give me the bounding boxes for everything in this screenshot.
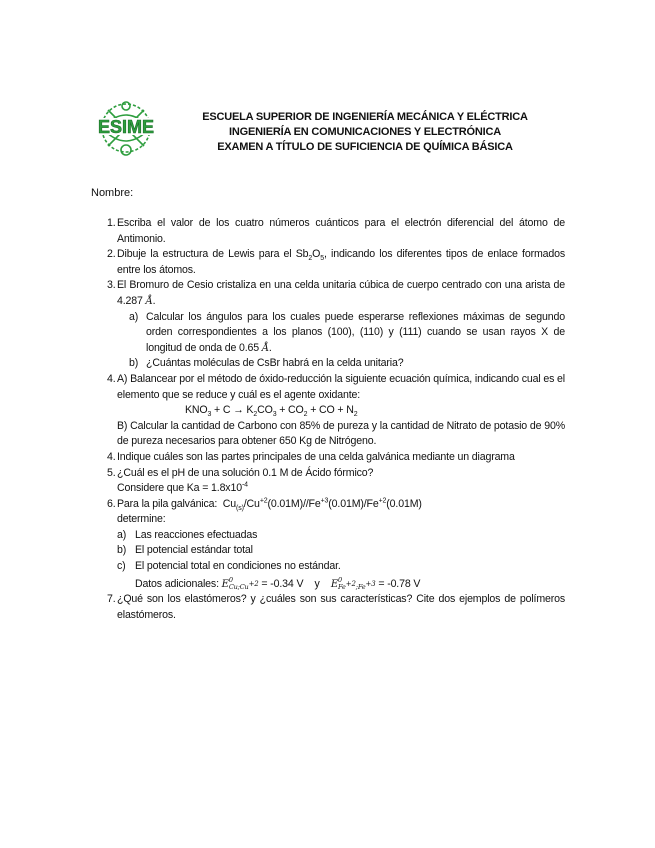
question-6 bbox=[91, 466, 565, 497]
additional-data: Datos adicionales: E 0 $Cu;Cu^{+2}$ = -0.34 V y E 0 $Fe^{+2};Fe^{+3}$ = -0.78 V bbox=[135, 575, 421, 591]
school-name: ESCUELA SUPERIOR DE INGENIERÍA MECÁNICA Y ELÉCTRICA bbox=[202, 111, 528, 123]
exam-title: EXAMEN A TÍTULO DE SUFICIENCIA DE QUÍMICA BÁSICA bbox=[217, 141, 513, 153]
question-7 bbox=[91, 497, 565, 593]
ka-note: Considere que $Ka = 1.8x10^{-4}$ bbox=[117, 481, 248, 495]
svg-text:ESIME: ESIME bbox=[97, 117, 155, 137]
question-8 bbox=[91, 592, 565, 623]
question-3a: a) Calcular los ángulos para los cuales puede esperarse reflexiones máximas de segundo orden correspondientes a los planos (100), (110) y (111) cuando se usan rayos X de longitud de onda de 0.65 Å. bbox=[129, 310, 565, 354]
question-2 bbox=[91, 247, 565, 278]
question-7b: b) El potencial estándar total bbox=[117, 544, 253, 557]
chemical-equation: $KNO_3 + C \to K_2CO_3 + CO_2$ + CO + $N_2$ bbox=[185, 404, 358, 419]
question-number: 1. bbox=[107, 217, 116, 229]
question-4a: A) Balancear por el método de óxido-reducción la siguiente ecuación química, indicando cual es el elemento que se reduce y cuál es el agente oxidante: bbox=[117, 372, 565, 401]
determine-label: determine: bbox=[117, 513, 166, 526]
question-4b: B) Calcular la cantidad de Carbono con 85% de pureza y la cantidad de Nitrato de potasio de 90% de pureza necesarios para obtener 650 Kg de Nitrógeno. bbox=[117, 419, 565, 448]
exam-header bbox=[190, 110, 540, 155]
question-3b: b) ¿Cuántas moléculas de CsBr habrá en la celda unitaria? bbox=[129, 357, 404, 370]
esime-logo bbox=[88, 98, 164, 158]
name-label: Nombre: bbox=[91, 187, 134, 199]
question-text: Indique cuáles son las partes principales de una celda galvánica mediante un diagrama bbox=[117, 450, 515, 463]
question-text: ¿Cuál es el pH de una solución 0.1 M de Ácido fórmico? bbox=[117, 466, 374, 479]
program-name: INGENIERÍA EN COMUNICACIONES Y ELECTRÓNICA bbox=[229, 126, 501, 138]
question-list bbox=[91, 216, 565, 623]
question-text: El Bromuro de Cesio cristaliza en una celda unitaria cúbica de cuerpo centrado con una arista de 4.287 Å. bbox=[117, 279, 565, 307]
question-number: 4. bbox=[107, 372, 116, 385]
question-text: Dibuje la estructura de Lewis para el $Sb_2O_5$, indicando los diferentes tipos de enlace formados entre los átomos. bbox=[117, 248, 565, 276]
question-text: Escriba el valor de los cuatro números cuánticos para el electrón diferencial del átomo de Antimonio. bbox=[117, 217, 565, 245]
question-7a: a) Las reacciones efectuadas bbox=[117, 528, 258, 541]
question-1 bbox=[91, 216, 565, 247]
question-number: 3. bbox=[107, 279, 116, 292]
question-number: 2. bbox=[107, 248, 116, 261]
question-number: 5. bbox=[107, 466, 116, 479]
question-7c: c) El potencial total en condiciones no estándar. bbox=[117, 560, 341, 573]
question-number: 6. bbox=[107, 497, 116, 510]
question-text: ¿Qué son los elastómeros? y ¿cuáles son sus características? Cite dos ejemplos de polímeros elastómeros. bbox=[117, 593, 565, 621]
question-4 bbox=[91, 372, 565, 450]
question-number: 7. bbox=[107, 593, 116, 606]
question-3 bbox=[91, 278, 565, 372]
galvanic-cell: Para la pila galvánica: $Cu_{(s)}/Cu^{+2}(0.01M)//Fe^{+3}(0.01M)/Fe^{+2}(0.01M)$ bbox=[117, 497, 422, 512]
question-5 bbox=[91, 450, 565, 466]
question-number: 4. bbox=[107, 450, 116, 463]
